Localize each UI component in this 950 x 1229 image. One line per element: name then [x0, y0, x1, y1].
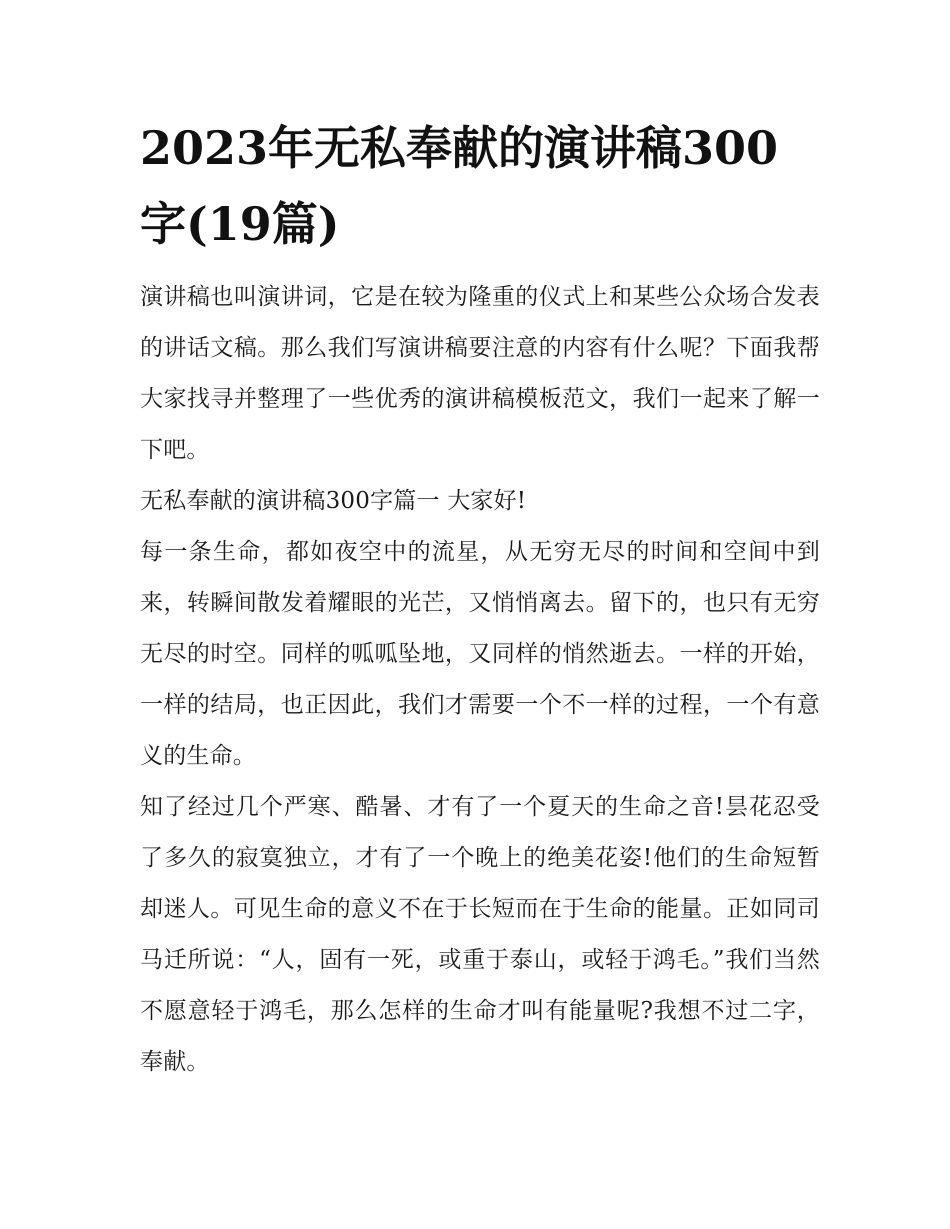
body-paragraph-2: 知了经过几个严寒、酷暑、才有了一个夏天的生命之音!昙花忍受了多久的寂寞独立，才有了一个晚上的绝美花姿!他们的生命短暂却迷人。可见生命的意义不在于长短而在于生命的能量。正如同司马迁所说：“人，固有一死，或重于泰山，或轻于鸿毛。”我们当然不愿意轻于鸿毛，那么怎样的生命才叫有能量呢?我想不过二字，奉献。: [140, 794, 820, 1075]
body-paragraph-1: 每一条生命，都如夜空中的流星，从无穷无尽的时间和空间中到来，转瞬间散发着耀眼的光芒，又悄悄离去。留下的，也只有无穷无尽的时空。同样的呱呱坠地，又同样的悄然逝去。一样的开始，一样的结局，也正因此，我们才需要一个不一样的过程，一个有意义的生命。: [140, 539, 820, 769]
intro-paragraph: 演讲稿也叫演讲词，它是在较为隆重的仪式上和某些公众场合发表的讲话文稿。那么我们写演讲稿要注意的内容有什么呢？下面我帮大家找寻并整理了一些优秀的演讲稿模板范文，我们一起来了解一下吧。: [140, 284, 820, 463]
document-page: [140, 110, 820, 1088]
document-title: 2023年无私奉献的演讲稿300字(19篇): [140, 121, 779, 251]
section-heading-paragraph: 无私奉献的演讲稿300字篇一 大家好!: [140, 488, 527, 514]
